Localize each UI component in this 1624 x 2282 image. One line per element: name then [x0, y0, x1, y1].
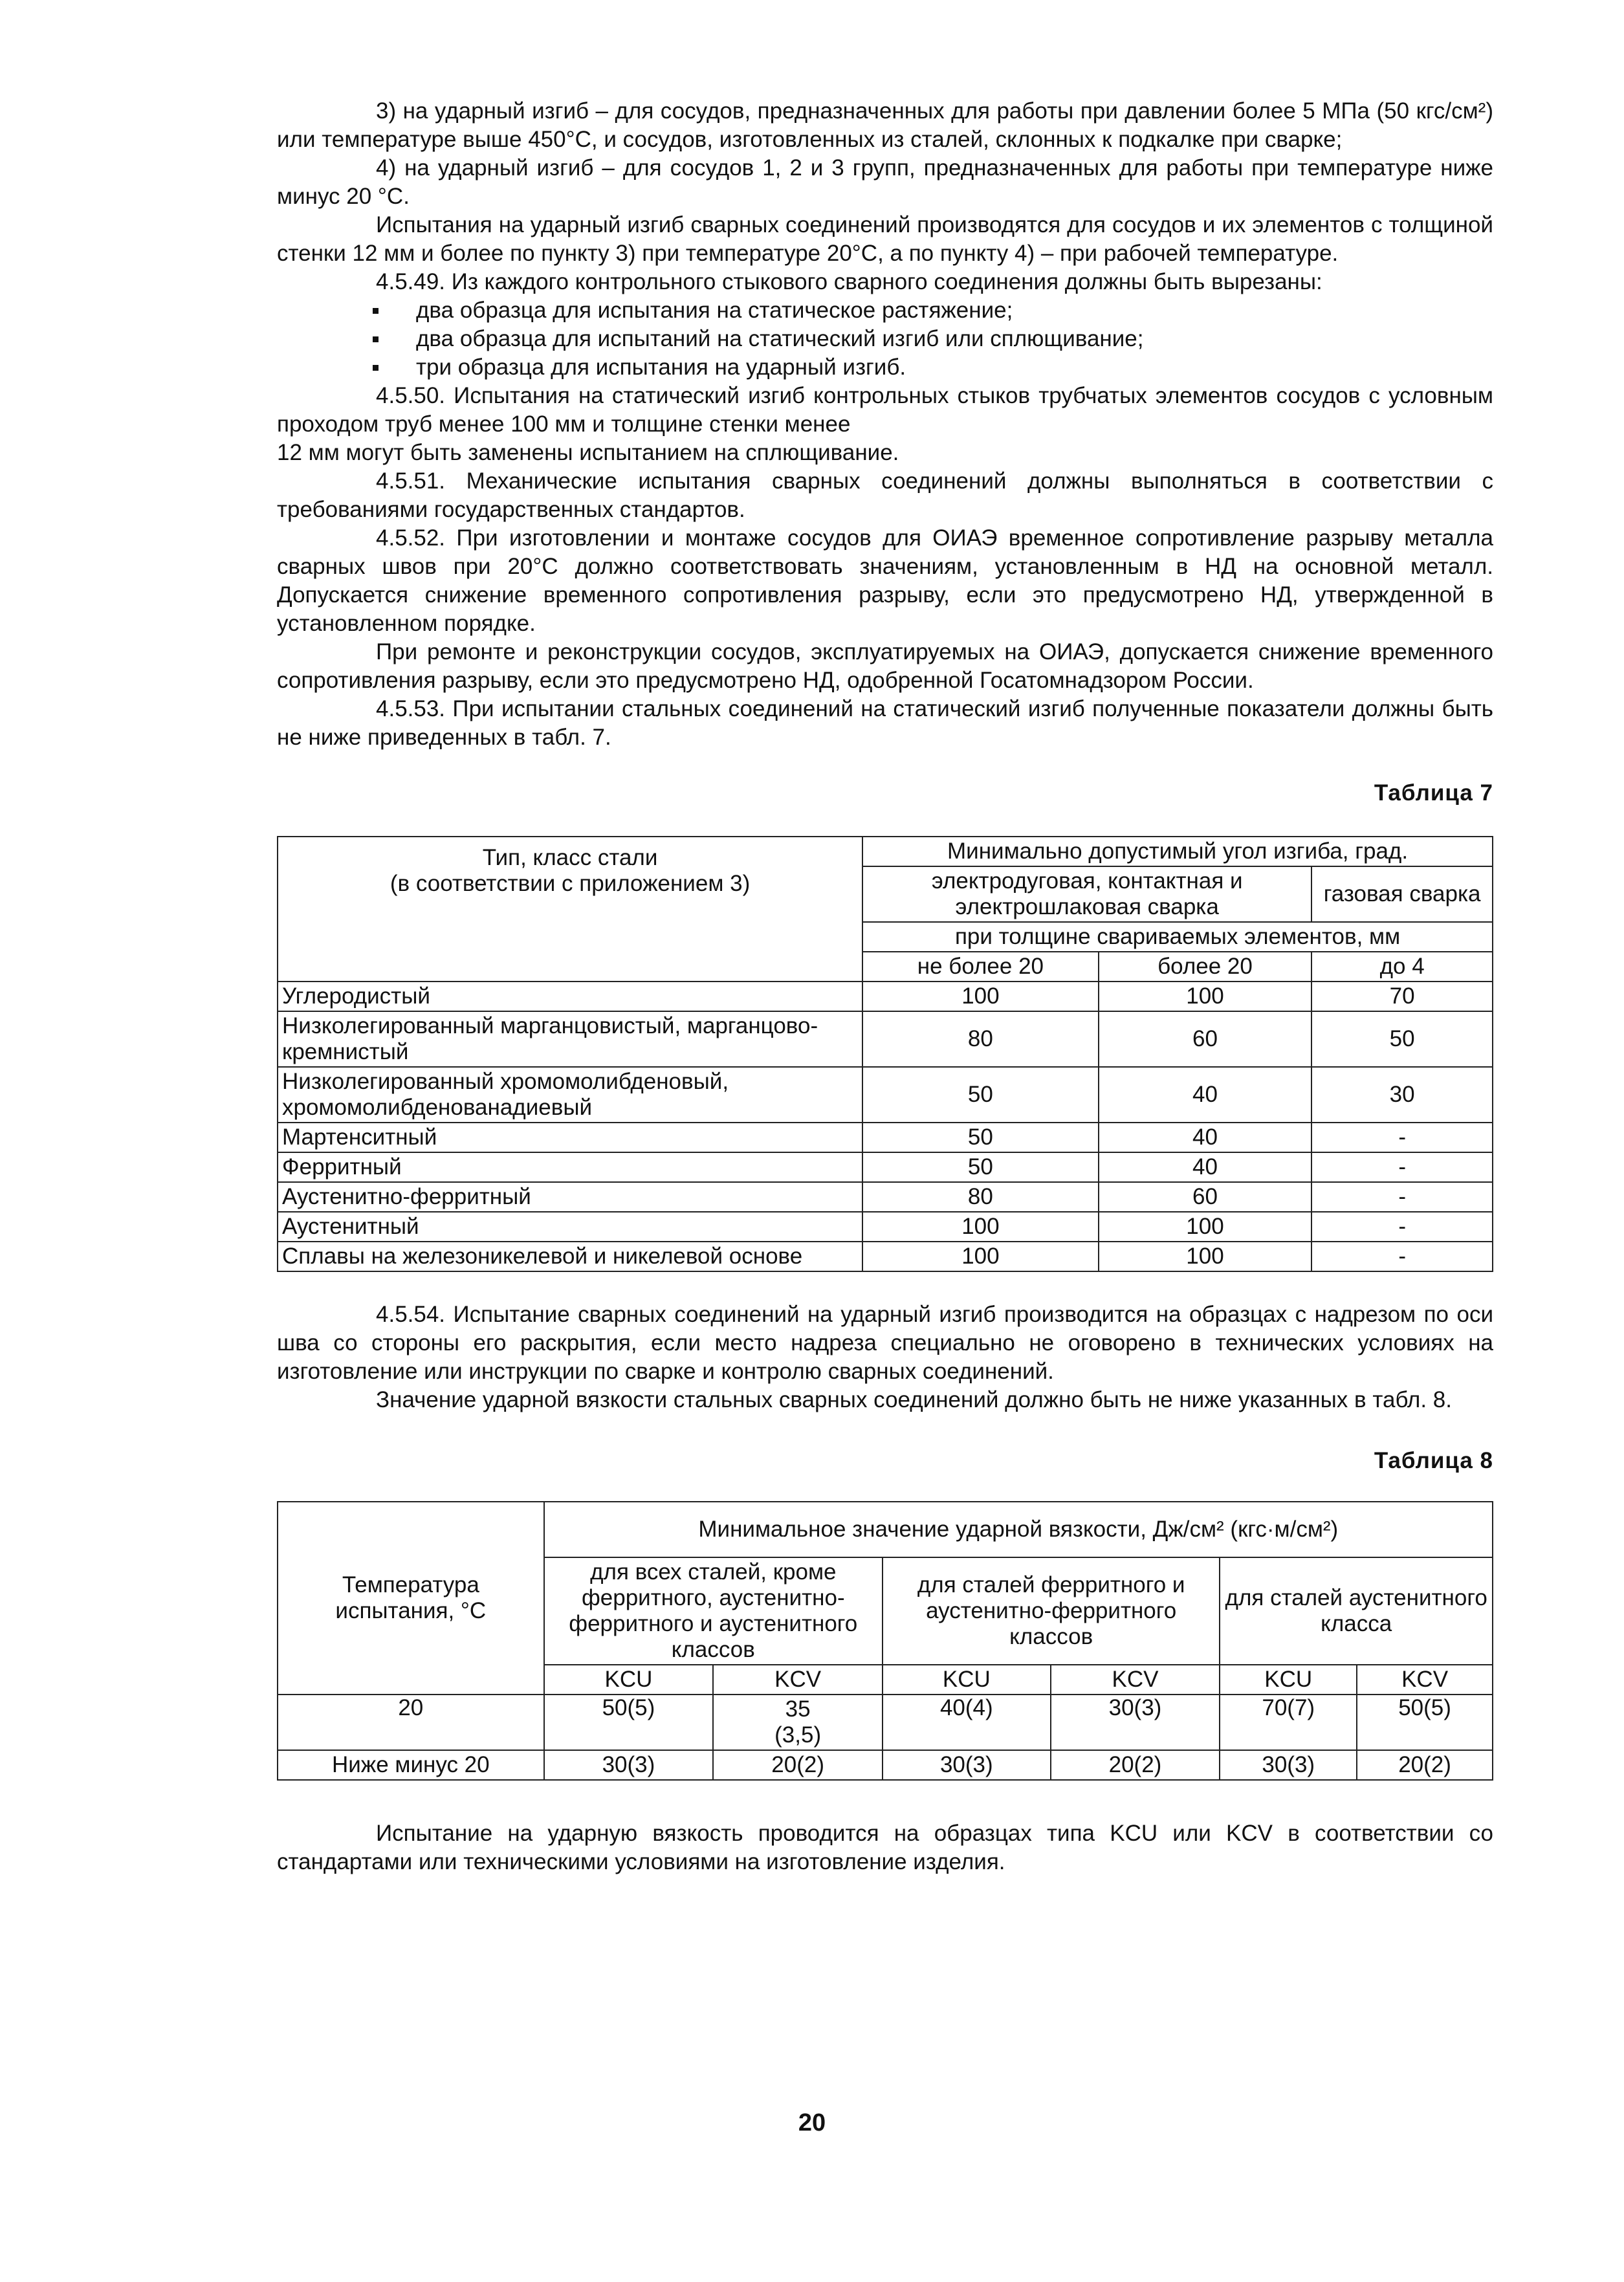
- table7-cell: 70: [1311, 982, 1493, 1011]
- table7-cell-name: Низколегированный марганцовистый, марганцово-кремнистый: [278, 1011, 862, 1067]
- table7-sub-1: не более 20: [862, 952, 1099, 982]
- table8-cell: 20(2): [713, 1750, 883, 1780]
- table8-header-temp: Температура испытания, °С: [278, 1502, 544, 1695]
- specimen-list: [277, 296, 1493, 382]
- table7-cell: 50: [1311, 1011, 1493, 1067]
- table-row: [278, 1182, 1493, 1212]
- table7-header-type: Тип, класс стали (в соответствии с приложением 3): [278, 837, 862, 982]
- table7-cell: -: [1311, 1123, 1493, 1152]
- table8-kcu: KCU: [544, 1665, 714, 1695]
- table-row: [278, 1750, 1493, 1780]
- table7-cell: 40: [1099, 1067, 1312, 1123]
- table-row: [278, 1242, 1493, 1271]
- table8-header-main: Минимальное значение ударной вязкости, Дж/см² (кгс·м/см²): [544, 1502, 1493, 1557]
- table7-cell: 100: [1099, 982, 1312, 1011]
- table-row: [278, 982, 1493, 1011]
- table7-header-arc: электродуговая, контактная и электрошлаковая сварка: [862, 866, 1311, 922]
- table7-header-main: Минимально допустимый угол изгиба, град.: [862, 837, 1493, 866]
- table-row: [278, 1123, 1493, 1152]
- table7-cell: 100: [862, 1212, 1099, 1242]
- table8-cell-temp: Ниже минус 20: [278, 1750, 544, 1780]
- table-row: [278, 1152, 1493, 1182]
- table8-caption: Таблица 8: [1374, 1448, 1493, 1473]
- table-row: [278, 1695, 1493, 1750]
- table7-cell: 100: [862, 982, 1099, 1011]
- paragraph-4-5-53: 4.5.53. При испытании стальных соединений на статический изгиб полученные показатели должны быть не ниже приведенных в табл. 7.: [277, 696, 1493, 750]
- table7-cell: -: [1311, 1152, 1493, 1182]
- table7-sub-2: более 20: [1099, 952, 1312, 982]
- table7-cell-name: Углеродистый: [278, 982, 862, 1011]
- table7-cell: 80: [862, 1011, 1099, 1067]
- table7-header-thickness: при толщине свариваемых элементов, мм: [862, 922, 1493, 952]
- table8-cell: 50(5): [1357, 1695, 1493, 1750]
- table8-cell: 70(7): [1220, 1695, 1357, 1750]
- table8-group-3: для сталей аустенитного класса: [1220, 1557, 1493, 1665]
- table7-cell: -: [1311, 1242, 1493, 1271]
- table7-cell-name: Сплавы на железоникелевой и никелевой основе: [278, 1242, 862, 1271]
- table-row: [278, 1212, 1493, 1242]
- table8-kcv: KCV: [1357, 1665, 1493, 1695]
- table8: [277, 1501, 1493, 1781]
- table7-caption: Таблица 7: [1374, 780, 1493, 806]
- paragraph-4-5-54: 4.5.54. Испытание сварных соединений на ударный изгиб производится на образцах с надрезом по оси шва со стороны его раскрытия, если место надреза специально не оговорено в технических условиях на изготовление или инструкции по сварке и контролю сварных соединений.: [277, 1302, 1493, 1384]
- table7-cell: 100: [862, 1242, 1099, 1271]
- paragraph-item-3: 3) на ударный изгиб – для сосудов, предназначенных для работы при давлении более 5 МПа (50 кгс/см²) или температуре выше 450°С, и сосудов, изготовленных из сталей, склонных к подкалке при сварке;: [277, 98, 1493, 152]
- table8-cell: 20(2): [1051, 1750, 1220, 1780]
- table8-cell: 35 (3,5): [713, 1695, 883, 1750]
- table7-cell-name: Мартенситный: [278, 1123, 862, 1152]
- paragraph-4-5-50: 4.5.50. Испытания на статический изгиб контрольных стыков трубчатых элементов сосудов с условным проходом труб менее 100 мм и толщине стенки менее: [277, 383, 1493, 437]
- table8-cell: 50(5): [544, 1695, 714, 1750]
- table7-cell: 100: [1099, 1242, 1312, 1271]
- table8-cell: 30(3): [1051, 1695, 1220, 1750]
- paragraph-impact-specimens: Испытание на ударную вязкость проводится на образцах типа KCU или KCV в соответствии со стандартами или техническими условиями на изготовление изделия.: [277, 1821, 1493, 1874]
- table7-cell: -: [1311, 1182, 1493, 1212]
- table7-cell: 50: [862, 1123, 1099, 1152]
- table7-cell-name: Ферритный: [278, 1152, 862, 1182]
- table8-cell: 30(3): [1220, 1750, 1357, 1780]
- document-page: [277, 97, 1493, 1876]
- paragraph-item-4: 4) на ударный изгиб – для сосудов 1, 2 и 3 групп, предназначенных для работы при температуре ниже минус 20 °С.: [277, 155, 1493, 209]
- table8-cell: 30(3): [544, 1750, 714, 1780]
- table8-kcv: KCV: [1051, 1665, 1220, 1695]
- page-number: 20: [798, 2109, 826, 2136]
- table7: [277, 836, 1493, 1272]
- table-row: [278, 1011, 1493, 1067]
- table7-cell: 40: [1099, 1123, 1312, 1152]
- table7-cell: 40: [1099, 1152, 1312, 1182]
- paragraph-4-5-50-cont: 12 мм могут быть заменены испытанием на сплющивание.: [277, 440, 899, 465]
- table7-cell: 50: [862, 1152, 1099, 1182]
- table8-cell-temp: 20: [278, 1695, 544, 1750]
- table8-kcu: KCU: [883, 1665, 1051, 1695]
- table8-kcu: KCU: [1220, 1665, 1357, 1695]
- table7-cell: 60: [1099, 1182, 1312, 1212]
- paragraph-4-5-49: 4.5.49. Из каждого контрольного стыкового сварного соединения должны быть вырезаны:: [376, 269, 1322, 294]
- list-item: три образца для испытания на ударный изгиб.: [277, 353, 1493, 382]
- list-item: два образца для испытания на статическое растяжение;: [277, 296, 1493, 325]
- table8-group-1: для всех сталей, кроме ферритного, аустенитно-ферритного и аустенитного классов: [544, 1557, 883, 1665]
- table8-kcv: KCV: [713, 1665, 883, 1695]
- paragraph-impact-tests: Испытания на ударный изгиб сварных соединений производятся для сосудов и их элементов с толщиной стенки 12 мм и более по пункту 3) при температуре 20°С, а по пункту 4) – при рабочей температуре.: [277, 212, 1493, 266]
- table7-cell: 80: [862, 1182, 1099, 1212]
- table7-cell-name: Аустенитный: [278, 1212, 862, 1242]
- table8-cell: 30(3): [883, 1750, 1051, 1780]
- table8-group-2: для сталей ферритного и аустенитно-ферритного классов: [883, 1557, 1220, 1665]
- table7-cell-name: Низколегированный хромомолибденовый, хромомолибденованадиевый: [278, 1067, 862, 1123]
- table7-header-gas: газовая сварка: [1311, 866, 1493, 922]
- table-row: [278, 1067, 1493, 1123]
- table7-cell: 100: [1099, 1212, 1312, 1242]
- table7-cell: 60: [1099, 1011, 1312, 1067]
- table7-cell-name: Аустенитно-ферритный: [278, 1182, 862, 1212]
- table8-cell: 20(2): [1357, 1750, 1493, 1780]
- table7-cell: -: [1311, 1212, 1493, 1242]
- table7-cell: 30: [1311, 1067, 1493, 1123]
- paragraph-4-5-51: 4.5.51. Механические испытания сварных соединений должны выполняться в соответствии с требованиями государственных стандартов.: [277, 468, 1493, 522]
- table7-cell: 50: [862, 1067, 1099, 1123]
- paragraph-repair: При ремонте и реконструкции сосудов, эксплуатируемых на ОИАЭ, допускается снижение временного сопротивления разрыву, если это предусмотрено НД, одобренной Госатомнадзором России.: [277, 639, 1493, 693]
- table7-sub-3: до 4: [1311, 952, 1493, 982]
- paragraph-4-5-52: 4.5.52. При изготовлении и монтаже сосудов для ОИАЭ временное сопротивление разрыву металла сварных швов при 20°С должно соответствовать значениям, установленным в НД на основной металл. Допускается снижение временного сопротивления разрыву, если это предусмотрено НД, утвержденной в установленном порядке.: [277, 525, 1493, 636]
- paragraph-impact-values: Значение ударной вязкости стальных сварных соединений должно быть не ниже указанных в табл. 8.: [376, 1387, 1452, 1412]
- table8-cell: 40(4): [883, 1695, 1051, 1750]
- list-item: два образца для испытаний на статический изгиб или сплющивание;: [277, 325, 1493, 353]
